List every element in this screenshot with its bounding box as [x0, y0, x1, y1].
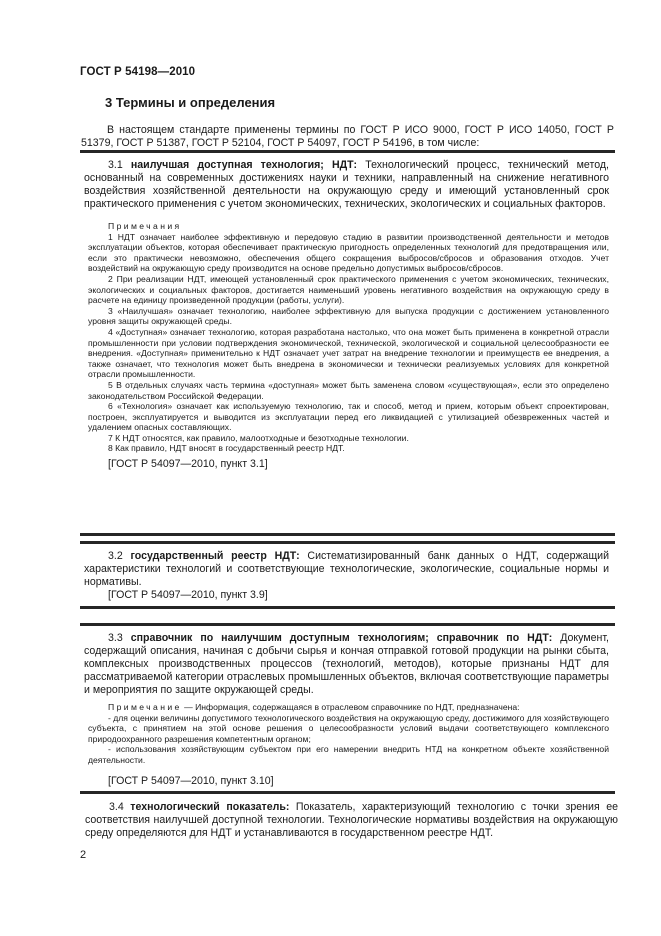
note-6: 6 «Технология» означает как используемую технологию, так и способ, метод и прием, которым объект спроектирован, построен, эксплуатируется и выводится из эксплуатации перед его ликвидацией с утилизацией обезвреженных частей и удалением опасных составляющих. — [88, 401, 609, 433]
term-3-3-reference: [ГОСТ Р 54097—2010, пункт 3.10] — [108, 774, 274, 787]
note-item-2: - использования хозяйствующим субъектом при его намерении внедрить НТД на конкретном объекте хозяйственной деятельности. — [88, 744, 609, 765]
term-box-3-3 — [80, 623, 615, 794]
note-label: Примечание — [108, 702, 182, 712]
term-3-4-paragraph — [81, 801, 624, 840]
term-3-3-paragraph — [80, 632, 615, 697]
term-3-1-paragraph — [80, 159, 615, 211]
term-3-1-definition: Технологический процесс, технический метод, основанный на современных достижениях науки и техники, направленный на снижение негативного воздействия хозяйственной деятельности на окружающую среду и имеющий установленный срок практического применения с учетом экономических, технических, экологических и социальных факторов. — [84, 159, 609, 210]
note-1: 1 НДТ означает наиболее эффективную и передовую стадию в развитии производственной деятельности и методов эксплуатации объектов, которая обеспечивает практическую пригодность определенных технологий для предотвращения или, если это практически невозможно, обеспечения общего сокращения выбросов/сбросов и образования отходов. Учет воздействий на окружающую среду производится на основе предельно допустимых выбросов/сбросов. — [88, 231, 609, 274]
term-box-3-2 — [80, 541, 615, 609]
notes-heading: Примечания — [108, 221, 182, 231]
note-item-1: - для оценки величины допустимого технологического воздействия на окружающую среду, достижимого для хозяйствующего субъекта, с принятием на этой основе решения о целесообразности условий выдачи соответствующего комплексного природоохранного разрешения компетентным органом; — [88, 712, 609, 744]
note-4: 4 «Доступная» означает технологию, которая разработана настолько, что она может быть применена в конкретной отрасли промышленности при условии подтверждения экономической, технической, экологической и социальной целесообразности ее внедрения. «Доступная» применительно к НДТ означает учет затрат на внедрение технологии и преимуществ ее внедрения, а также означает, что технология может быть внедрена в экономически и технически реализуемых условиях для конкретной отрасли промышленности. — [88, 326, 609, 380]
term-3-3-definition: Документ, содержащий описания, начиная с добычи сырья и кончая отправкой готовой продукции на рынки сбыта, комплексных производственных процессов (технологий, методов), которые признаны НДТ для рассматриваемой категории отраслевых промышленных объектов, включая соответствующие параметры и мероприятия по защите окружающей среды. — [84, 632, 609, 696]
term-3-2-definition: Систематизированный банк данных о НДТ, содержащий характеристики технологий и соответствующие технологические, экологические, социальные нормы и нормативы. — [84, 550, 609, 588]
note-7: 7 К НДТ относятся, как правило, малоотходные и безотходные технологии. — [108, 432, 409, 443]
term-3-4-number: 3.4 — [109, 801, 124, 813]
page-number: 2 — [80, 849, 87, 861]
term-3-2-reference: [ГОСТ Р 54097—2010, пункт 3.9] — [108, 589, 268, 601]
term-3-3-note — [80, 702, 615, 713]
term-3-1-number: 3.1 — [108, 159, 123, 171]
term-3-1-name: наилучшая доступная технология; НДТ: — [130, 159, 358, 171]
note-8: 8 Как правило, НДТ вносят в государственный реестр НДТ. — [108, 443, 345, 454]
note-text: — Информация, содержащаяся в отраслевом справочнике по НДТ, предназначена: — [184, 702, 520, 712]
term-3-3-name: справочник по наилучшим доступным технологиям; справочник по НДТ: — [130, 632, 553, 644]
term-3-4-name: технологический показатель: — [130, 801, 290, 813]
note-2: 2 При реализации НДТ, имеющей установленный срок практического применения с учетом экономических, технических, экологических и социальных факторов, достигается наименьший уровень негативного воздействия на окружающую среду в расчете на единицу произведенной продукции (работы, услуги). — [88, 273, 609, 306]
section-title: 3 Термины и определения — [105, 95, 276, 110]
term-3-2-paragraph — [80, 550, 615, 589]
term-box-3-1 — [80, 150, 615, 536]
term-3-2-name: государственный реестр НДТ: — [130, 550, 300, 562]
note-3: 3 «Наилучшая» означает технологию, наиболее эффективную для выпуска продукции с достижением установленного уровня защиты окружающей среды. — [88, 305, 609, 327]
term-3-1-reference: [ГОСТ Р 54097—2010, пункт 3.1] — [108, 458, 268, 471]
document-header: ГОСТ Р 54198—2010 — [80, 66, 196, 78]
intro-paragraph: В настоящем стандарте применены термины по ГОСТ Р ИСО 9000, ГОСТ Р ИСО 14050, ГОСТ Р 51379, ГОСТ Р 51387, ГОСТ Р 52104, ГОСТ Р 54097, ГОСТ Р 54196, в том числе: — [81, 124, 614, 149]
term-3-4-definition: Показатель, характеризующий технологию с точки зрения ее соответствия наилучшей доступной технологии. Технологические нормативы воздействия на окружающую среду определяются для НДТ и устанавливаются в государственном реестре НДТ. — [85, 801, 618, 839]
note-5: 5 В отдельных случаях часть термина «доступная» может быть заменена словом «существующая», если это определено законодательством Российской Федерации. — [88, 379, 609, 401]
term-3-2-number: 3.2 — [108, 550, 123, 562]
term-3-3-number: 3.3 — [108, 632, 123, 644]
